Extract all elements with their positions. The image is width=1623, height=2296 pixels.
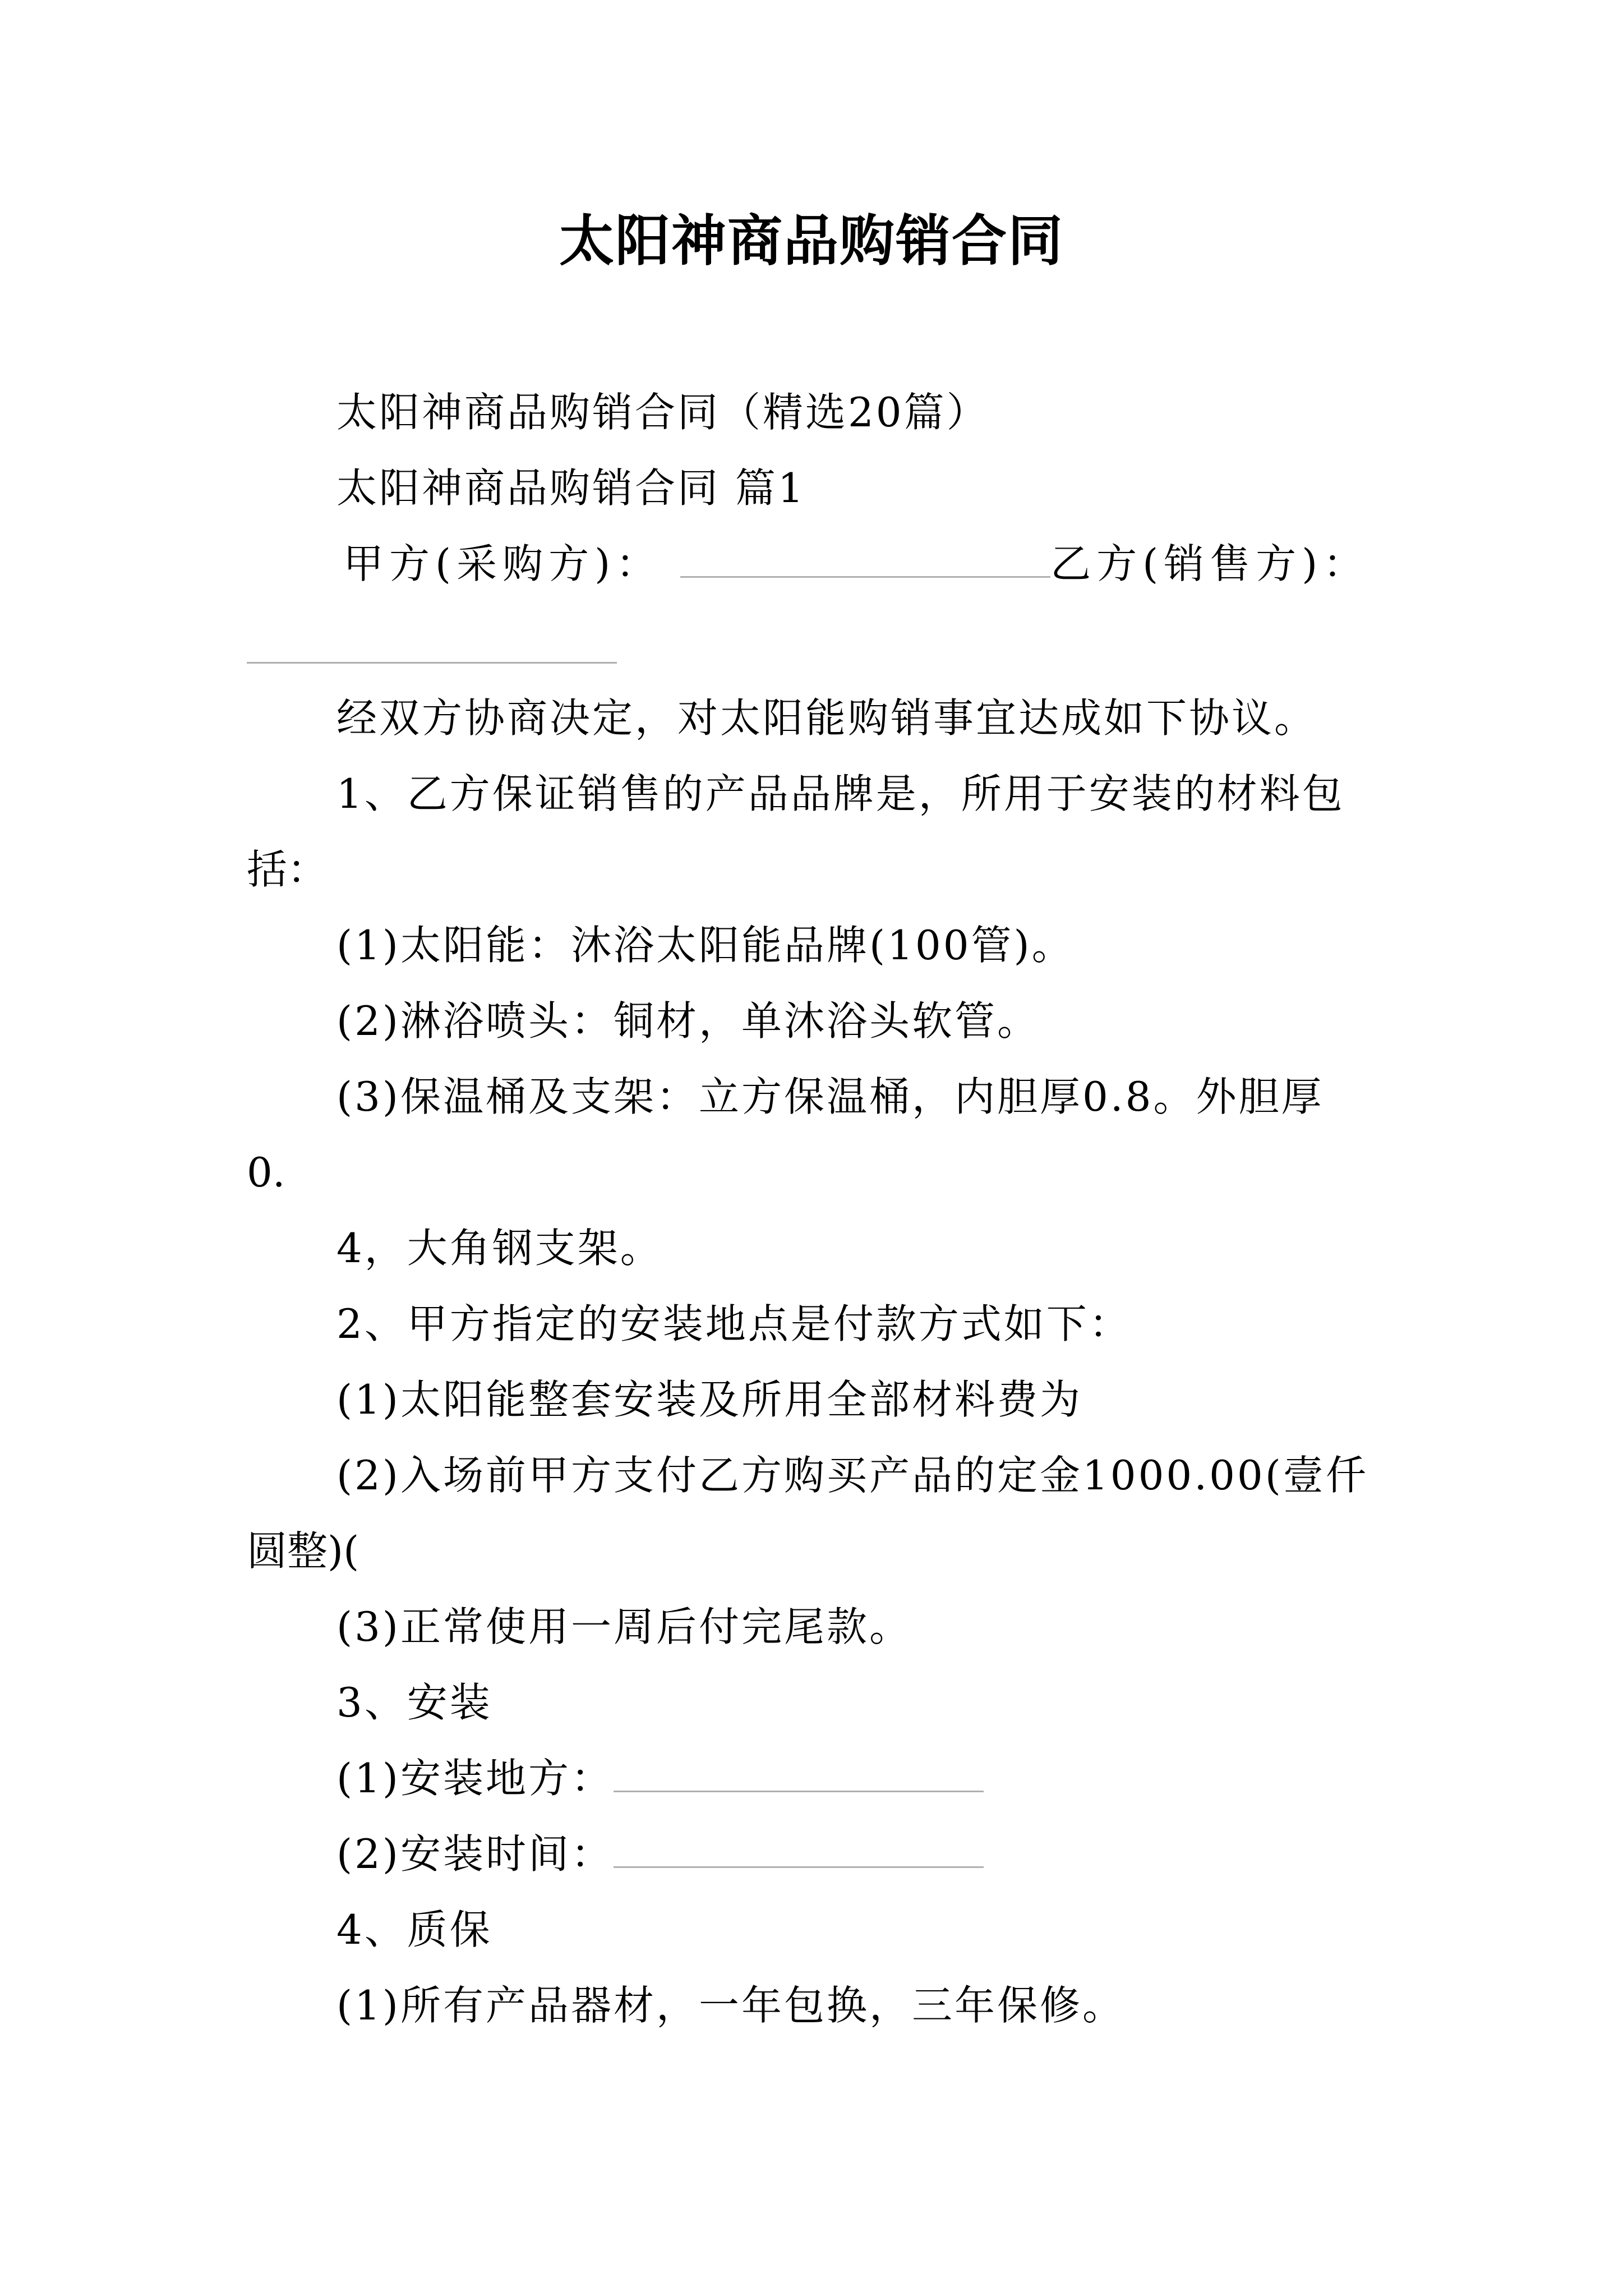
clause2-item1: (1)太阳能整套安装及所用全部材料费为 <box>336 1376 1082 1423</box>
parties-line <box>343 533 1369 595</box>
install-location-label: (1)安装地方： <box>336 1755 614 1802</box>
document-title: 太阳神商品购销合同 <box>559 209 1064 273</box>
intro-paragraph: 经双方协商决定，对太阳能购销事宜达成如下协议。 <box>336 694 1317 742</box>
party-b-blank <box>247 662 617 664</box>
clause3-heading: 3、安装 <box>336 1679 492 1726</box>
clause2-item2-line1: (2)入场前甲方支付乙方购买产品的定金1000.00(壹仟 <box>336 1452 1368 1499</box>
party-b-label: 乙方(销售方)： <box>1050 540 1370 587</box>
clause1-line1: 1、乙方保证销售的产品品牌是，所用于安装的材料包 <box>336 770 1345 817</box>
clause2-heading: 2、甲方指定的安装地点是付款方式如下： <box>336 1300 1132 1347</box>
section-heading: 太阳神商品购销合同 篇1 <box>336 464 806 512</box>
clause1-item3-line2: 0. <box>247 1149 285 1196</box>
install-location-blank <box>614 1757 984 1792</box>
party-a-label: 甲方(采购方)： <box>343 540 662 587</box>
clause3-item2 <box>336 1823 984 1885</box>
clause1-item2: (2)淋浴喷头：铜材，单沐浴头软管。 <box>336 997 1040 1045</box>
party-a-blank <box>680 542 1050 578</box>
clause1-item1: (1)太阳能：沐浴太阳能品牌(100管)。 <box>336 922 1075 969</box>
clause4-heading: 4、质保 <box>336 1906 492 1953</box>
clause1-item4: 4，大角钢支架。 <box>336 1225 663 1272</box>
install-time-label: (2)安装时间： <box>336 1830 614 1878</box>
clause2-item3: (3)正常使用一周后付完尾款。 <box>336 1603 912 1650</box>
clause3-item1 <box>336 1747 984 1809</box>
clause2-item2-line2: 圆整)( <box>247 1527 359 1575</box>
clause1-line2: 括： <box>247 846 328 893</box>
clause4-item1: (1)所有产品器材，一年包换，三年保修。 <box>336 1982 1125 2029</box>
document-subtitle: 太阳神商品购销合同（精选20篇） <box>336 389 989 436</box>
install-time-blank <box>614 1833 984 1868</box>
clause1-item3-line1: (3)保温桶及支架：立方保温桶，内胆厚0.8。外胆厚 <box>336 1073 1324 1120</box>
